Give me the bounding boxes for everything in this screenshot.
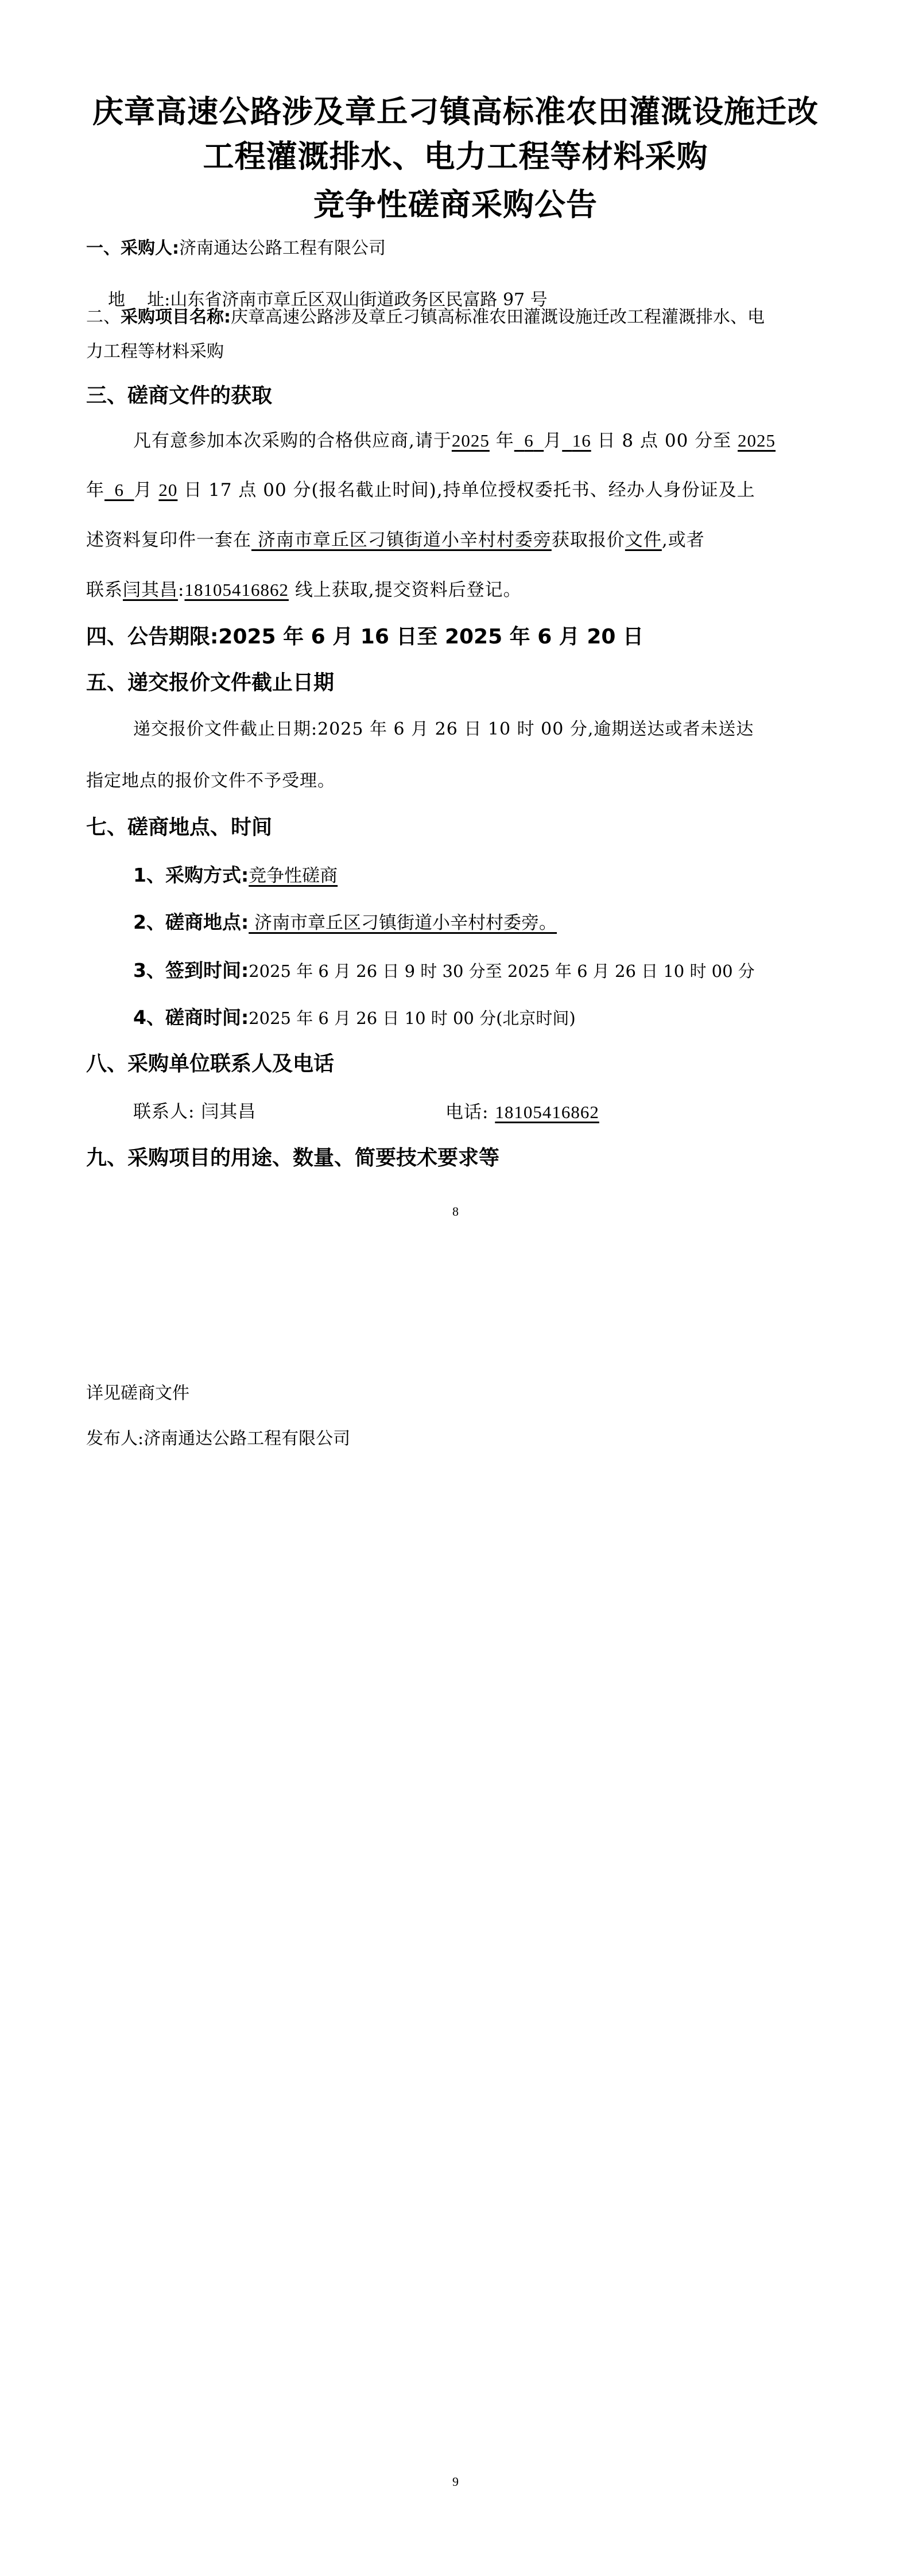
text-segment: 述资料复印件一套在 — [86, 530, 251, 550]
section-7-heading: 七、磋商地点、时间 — [86, 816, 273, 839]
text-segment: 年 — [86, 480, 104, 501]
start-month-value: 6 — [524, 430, 534, 451]
start-year: 2025 — [451, 430, 490, 451]
phone-number: 18105416862 — [495, 1102, 599, 1122]
text-segment: : — [178, 580, 185, 600]
publisher-row — [86, 1430, 350, 1448]
title-line-3: 竞争性磋商采购公告 — [313, 187, 598, 223]
item-value: 2025 年 6 月 26 日 9 时 30 分至 2025 年 6 月 26 日 10 时 00 分 — [249, 961, 755, 981]
text-segment: 获取报价 — [551, 530, 625, 550]
section-3-line-3 — [86, 532, 705, 549]
address-value: 山东省济南市章丘区双山街道政务区民富路 97 号 — [170, 290, 548, 310]
page-number-top: 8 — [452, 1204, 459, 1219]
project-name-value-1: 庆章高速公路涉及章丘刁镇高标准农田灌溉设施迁改工程灌溉排水、电 — [231, 307, 765, 327]
section-3-line-2 — [86, 481, 755, 499]
contact-label: 联系人: — [133, 1101, 195, 1122]
negotiation-time-item — [133, 1008, 576, 1027]
start-day-value: 16 — [572, 430, 591, 451]
title-line-1: 庆章高速公路涉及章丘刁镇高标准农田灌溉设施迁改 — [92, 94, 819, 130]
contact-person: 闫其昌 — [201, 1101, 257, 1122]
document-link: 文件 — [625, 530, 662, 550]
text-segment: 月 — [134, 480, 153, 501]
end-month — [104, 480, 134, 500]
section-5-line-1: 递交报价文件截止日期:2025 年 6 月 26 日 10 时 00 分,逾期送达或者未送达 — [133, 719, 754, 739]
project-name-row — [86, 309, 765, 326]
item-label: 2、磋商地点: — [133, 911, 249, 933]
item-value: 2025 年 6 月 26 日 10 时 00 分(北京时间) — [249, 1008, 576, 1028]
start-month — [514, 430, 544, 451]
text-segment: ,或者 — [661, 530, 705, 550]
section-3-heading: 三、磋商文件的获取 — [86, 384, 273, 408]
purchaser-value: 济南通达公路工程有限公司 — [179, 238, 386, 258]
title-line-2: 工程灌溉排水、电力工程等材料采购 — [203, 138, 708, 174]
section-8-heading: 八、采购单位联系人及电话 — [86, 1052, 335, 1076]
text-segment: 日 17 点 00 分(报名截止时间),持单位授权委托书、经办人身份证及上 — [184, 480, 755, 501]
text-segment: 日 8 点 00 分至 — [597, 430, 732, 451]
text-segment: 线上获取,提交资料后登记。 — [294, 580, 522, 600]
project-name-label: 采购项目名称: — [121, 307, 231, 327]
text-segment: 联系 — [86, 580, 123, 600]
end-day: 20 — [158, 480, 178, 500]
item-label: 1、采购方式: — [133, 864, 249, 886]
address-label: 地 址: — [108, 290, 170, 310]
pickup-location: 济南市章丘区刁镇街道小辛村村委旁 — [251, 530, 552, 550]
text-segment: 凡有意参加本次采购的合格供应商,请于 — [133, 430, 452, 451]
phone-row — [445, 1103, 599, 1122]
contact-row — [133, 1103, 256, 1121]
section-5-heading: 五、递交报价文件截止日期 — [86, 671, 335, 695]
section-3-line-4 — [86, 581, 522, 599]
purchaser-label: 一、采购人: — [86, 238, 179, 258]
contact-name: 闫其昌 — [123, 580, 178, 600]
item-value: 竞争性磋商 — [249, 866, 338, 886]
text-segment: 年 — [495, 430, 514, 451]
item-value: 济南市章丘区刁镇街道小辛村村委旁。 — [249, 913, 557, 933]
item-label: 3、签到时间: — [133, 959, 249, 981]
section-5-line-2: 指定地点的报价文件不予受理。 — [86, 771, 335, 791]
project-name-value-2: 力工程等材料采购 — [86, 342, 224, 362]
purchaser-row — [86, 240, 386, 257]
publisher-value: 济南通达公路工程有限公司 — [144, 1429, 351, 1449]
section-3-line-1 — [133, 432, 776, 450]
text-segment: 月 — [544, 430, 563, 451]
details-note: 详见磋商文件 — [86, 1383, 189, 1403]
negotiation-place-item — [133, 913, 557, 932]
purchase-method-item — [133, 866, 338, 885]
section-4-heading: 四、公告期限:2025 年 6 月 16 日至 2025 年 6 月 20 日 — [86, 625, 643, 649]
sign-in-time-item — [133, 961, 755, 980]
item-label: 4、磋商时间: — [133, 1006, 249, 1029]
page-number-bottom: 9 — [452, 2474, 459, 2489]
start-day — [562, 430, 591, 451]
phone-label: 电话: — [445, 1102, 489, 1123]
contact-phone: 18105416862 — [184, 580, 289, 600]
publisher-label: 发布人: — [86, 1429, 144, 1449]
end-month-value: 6 — [114, 480, 124, 500]
section-9-heading: 九、采购项目的用途、数量、简要技术要求等 — [86, 1146, 500, 1170]
end-year: 2025 — [738, 430, 776, 451]
project-name-prefix: 二、 — [86, 307, 121, 327]
